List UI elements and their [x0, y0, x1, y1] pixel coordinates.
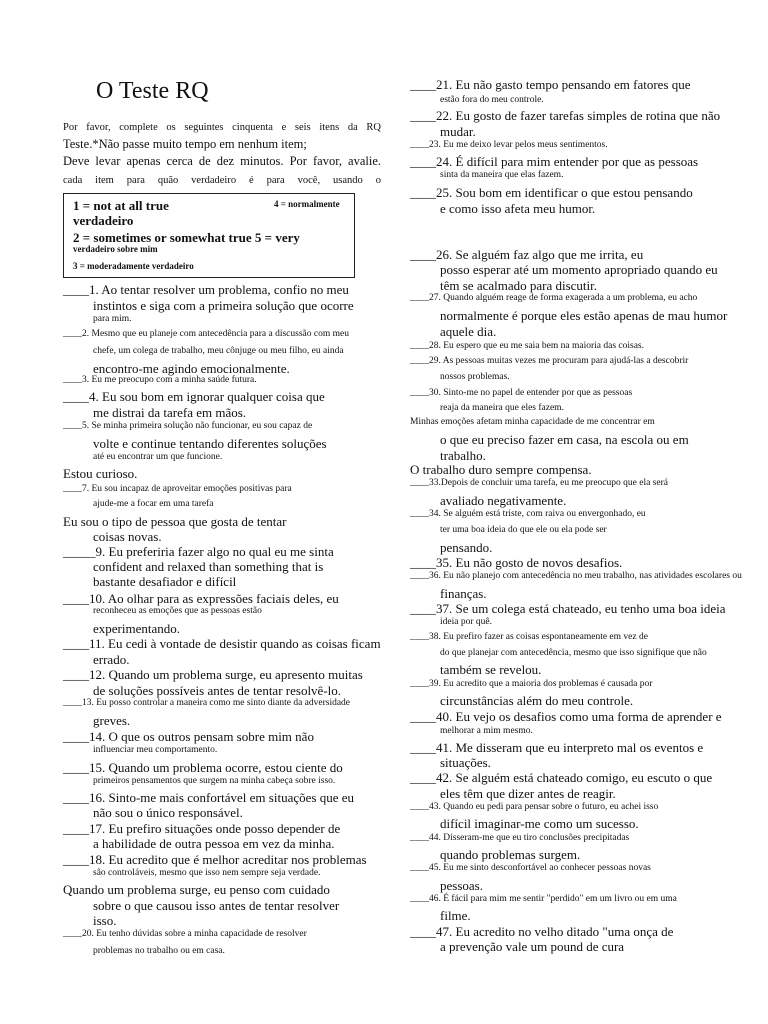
- questionnaire-line: ____36. Eu não planejo com antecedência no meu trabalho, nas atividades escolares ou: [410, 571, 742, 581]
- questionnaire-line: trabalho.: [440, 448, 486, 463]
- questionnaire-line: ____4. Eu sou bom em ignorar qualquer coisa que: [63, 389, 325, 404]
- intro-line: Teste.*Não passe muito tempo em nenhum item;: [63, 137, 307, 151]
- questionnaire-line: têm se acalmado para discutir.: [440, 278, 598, 293]
- questionnaire-line: posso esperar até um momento apropriado quando eu: [440, 262, 718, 277]
- scale-label: 1 = not at all true: [73, 198, 169, 213]
- questionnaire-line: Quando um problema surge, eu penso com cuidado: [63, 882, 330, 897]
- questionnaire-line: ____46. É fácil para mim me sentir "perdido" em um livro ou em uma: [410, 894, 677, 904]
- questionnaire-line: quando problemas surgem.: [440, 847, 581, 862]
- intro-line: Por favor, complete os seguintes cinquenta e seis itens da RQ: [63, 122, 381, 133]
- questionnaire-line: ____40. Eu vejo os desafios como uma forma de aprender e: [410, 709, 722, 724]
- questionnaire-line: ____17. Eu prefiro situações onde posso depender de: [63, 821, 341, 836]
- intro-line: Deve levar apenas cerca de dez minutos. Por favor, avalie.: [63, 154, 381, 168]
- questionnaire-line: ____43. Quando eu pedi para pensar sobre o futuro, eu achei isso: [410, 802, 659, 812]
- questionnaire-line: coisas novas.: [93, 529, 162, 544]
- scale-label: verdadeiro: [73, 213, 134, 228]
- questionnaire-line: situações.: [440, 755, 491, 770]
- questionnaire-line: finanças.: [440, 586, 487, 601]
- questionnaire-line: ____28. Eu espero que eu me saia bem na maioria das coisas.: [410, 341, 644, 351]
- questionnaire-line: até eu encontrar um que funcione.: [93, 452, 223, 462]
- questionnaire-line: reconheceu as emoções que as pessoas estão: [93, 606, 262, 616]
- scale-label: 4 = normalmente: [274, 199, 340, 209]
- questionnaire-line: volte e continue tentando diferentes soluções: [93, 436, 327, 451]
- questionnaire-line: ____3. Eu me preocupo com a minha saúde futura.: [63, 375, 257, 385]
- questionnaire-line: difícil imaginar-me como um sucesso.: [440, 816, 639, 831]
- scale-label: 3 = moderadamente verdadeiro: [73, 261, 194, 271]
- questionnaire-line: não sou o único responsável.: [93, 805, 243, 820]
- questionnaire-line: ____5. Se minha primeira solução não funcionar, eu sou capaz de: [63, 421, 313, 431]
- questionnaire-line: ____23. Eu me deixo levar pelos meus sentimentos.: [410, 140, 608, 150]
- questionnaire-line: normalmente é porque eles estão apenas de mau humor: [440, 308, 728, 323]
- questionnaire-line: ____20. Eu tenho dúvidas sobre a minha capacidade de resolver: [63, 929, 307, 939]
- questionnaire-line: são controláveis, mesmo que isso nem sempre seja verdade.: [93, 868, 321, 878]
- questionnaire-line: _____9. Eu preferiria fazer algo no qual eu me sinta: [63, 544, 334, 559]
- questionnaire-line: ____26. Se alguém faz algo que me irrita, eu: [410, 247, 644, 262]
- intro-line: cada item para quão verdadeiro é para você, usando o: [63, 175, 381, 186]
- questionnaire-line: ____47. Eu acredito no velho ditado "uma onça de: [410, 924, 674, 939]
- questionnaire-line: mudar.: [440, 124, 476, 139]
- questionnaire-line: influenciar meu comportamento.: [93, 745, 218, 755]
- questionnaire-line: ____21. Eu não gasto tempo pensando em fatores que: [410, 77, 691, 92]
- questionnaire-line: ____7. Eu sou incapaz de aproveitar emoções positivas para: [63, 484, 292, 494]
- questionnaire-line: e como isso afeta meu humor.: [440, 201, 596, 216]
- questionnaire-line: instintos e siga com a primeira solução que ocorre: [93, 298, 354, 313]
- questionnaire-line: a habilidade de outra pessoa em vez da minha.: [93, 836, 335, 851]
- questionnaire-line: ____45. Eu me sinto desconfortável ao conhecer pessoas novas: [410, 863, 651, 873]
- questionnaire-line: ____12. Quando um problema surge, eu apresento muitas: [63, 667, 363, 682]
- questionnaire-line: também se revelou.: [440, 662, 542, 677]
- questionnaire-line: primeiros pensamentos que surgem na minha cabeça sobre isso.: [93, 776, 336, 786]
- questionnaire-line: ____27. Quando alguém reage de forma exagerada a um problema, eu acho: [410, 293, 698, 303]
- questionnaire-line: ____18. Eu acredito que é melhor acreditar nos problemas: [63, 852, 367, 867]
- questionnaire-line: ____29. As pessoas muitas vezes me procuram para ajudá-las a descobrir: [410, 356, 689, 366]
- rating-scale-box: [63, 193, 355, 278]
- questionnaire-line: ____39. Eu acredito que a maioria dos problemas é causada por: [410, 679, 653, 689]
- questionnaire-line: me distrai da tarefa em mãos.: [93, 405, 247, 420]
- questionnaire-line: pensando.: [440, 540, 493, 555]
- questionnaire-line: ____15. Quando um problema ocorre, estou ciente do: [63, 760, 343, 775]
- questionnaire-line: circunstâncias além do meu controle.: [440, 693, 634, 708]
- questionnaire-line: avaliado negativamente.: [440, 493, 567, 508]
- questionnaire-line: o que eu preciso fazer em casa, na escola ou em: [440, 432, 689, 447]
- questionnaire-line: encontro-me agindo emocionalmente.: [93, 361, 290, 376]
- questionnaire-line: ____44. Disseram-me que eu tiro conclusões precipitadas: [410, 833, 630, 843]
- questionnaire-line: ____30. Sinto-me no papel de entender por que as pessoas: [410, 388, 633, 398]
- questionnaire-line: ajude-me a focar em uma tarefa: [93, 499, 214, 509]
- questionnaire-line: Estou curioso.: [63, 466, 138, 481]
- questionnaire-line: ____35. Eu não gosto de novos desafios.: [410, 555, 623, 570]
- questionnaire-line: ____41. Me disseram que eu interpreto mal os eventos e: [410, 740, 704, 755]
- questionnaire-line: O trabalho duro sempre compensa.: [410, 462, 592, 477]
- questionnaire-line: Minhas emoções afetam minha capacidade de me concentrar em: [410, 417, 655, 427]
- questionnaire-line: ____16. Sinto-me mais confortável em situações que eu: [63, 790, 354, 805]
- questionnaire-line: ____13. Eu posso controlar a maneira como me sinto diante da adversidade: [63, 698, 351, 708]
- questionnaire-line: ter uma boa ideia do que ele ou ela pode ser: [440, 525, 607, 535]
- questionnaire-line: bastante desafiador e difícil: [93, 574, 237, 589]
- questionnaire-line: ____14. O que os outros pensam sobre mim não: [63, 729, 314, 744]
- questionnaire-line: greves.: [93, 713, 131, 728]
- questionnaire-line: reaja da maneira que eles fazem.: [440, 403, 564, 413]
- questionnaire-line: melhorar a mim mesmo.: [440, 726, 533, 736]
- questionnaire-line: sinta da maneira que elas fazem.: [440, 170, 564, 180]
- questionnaire-line: ____2. Mesmo que eu planeje com antecedência para a discussão com meu: [63, 329, 349, 339]
- questionnaire-line: sobre o que causou isso antes de tentar resolver: [93, 898, 340, 913]
- questionnaire-line: para mim.: [93, 314, 132, 324]
- scale-label: verdadeiro sobre mim: [73, 244, 158, 254]
- questionnaire-line: isso.: [93, 913, 117, 928]
- questionnaire-line: ____11. Eu cedi à vontade de desistir quando as coisas ficam: [63, 636, 381, 651]
- page-title: O Teste RQ: [96, 78, 209, 104]
- scale-label: 2 = sometimes or somewhat true 5 = very: [73, 230, 300, 245]
- questionnaire-line: filme.: [440, 908, 471, 923]
- questionnaire-line: pessoas.: [440, 878, 483, 893]
- questionnaire-line: ____24. É difícil para mim entender por que as pessoas: [410, 154, 699, 169]
- questionnaire-line: errado.: [93, 652, 130, 667]
- questionnaire-line: ____42. Se alguém está chateado comigo, eu escuto o que: [410, 770, 713, 785]
- questionnaire-line: problemas no trabalho ou em casa.: [93, 946, 225, 956]
- questionnaire-line: eles têm que dizer antes de reagir.: [440, 786, 616, 801]
- questionnaire-line: ideia por quê.: [440, 617, 492, 627]
- questionnaire-line: aquele dia.: [440, 324, 497, 339]
- questionnaire-line: a prevenção vale um pound de cura: [440, 939, 625, 954]
- questionnaire-line: estão fora do meu controle.: [440, 95, 544, 105]
- questionnaire-line: experimentando.: [93, 621, 180, 636]
- questionnaire-line: ____37. Se um colega está chateado, eu tenho uma boa ideia: [410, 601, 726, 616]
- questionnaire-line: confident and relaxed than something that is: [93, 559, 324, 574]
- questionnaire-line: ____22. Eu gosto de fazer tarefas simples de rotina que não: [410, 108, 721, 123]
- questionnaire-line: ____34. Se alguém está triste, com raiva ou envergonhado, eu: [410, 509, 646, 519]
- questionnaire-line: do que planejar com antecedência, mesmo que isso signifique que não: [440, 648, 707, 658]
- questionnaire-line: de soluções possíveis antes de tentar resolvê-lo.: [93, 683, 342, 698]
- questionnaire-line: ____1. Ao tentar resolver um problema, confio no meu: [63, 282, 349, 297]
- questionnaire-line: Eu sou o tipo de pessoa que gosta de tentar: [63, 514, 287, 529]
- questionnaire-line: ____10. Ao olhar para as expressões faciais deles, eu: [63, 591, 339, 606]
- questionnaire-line: ____38. Eu prefiro fazer as coisas espontaneamente em vez de: [410, 632, 648, 642]
- questionnaire-line: ____33.Depois de concluir uma tarefa, eu me preocupo que ela será: [410, 478, 668, 488]
- questionnaire-line: ____25. Sou bom em identificar o que estou pensando: [410, 185, 693, 200]
- questionnaire-line: nossos problemas.: [440, 372, 510, 382]
- questionnaire-line: chefe, um colega de trabalho, meu cônjuge ou meu filho, eu ainda: [93, 346, 344, 356]
